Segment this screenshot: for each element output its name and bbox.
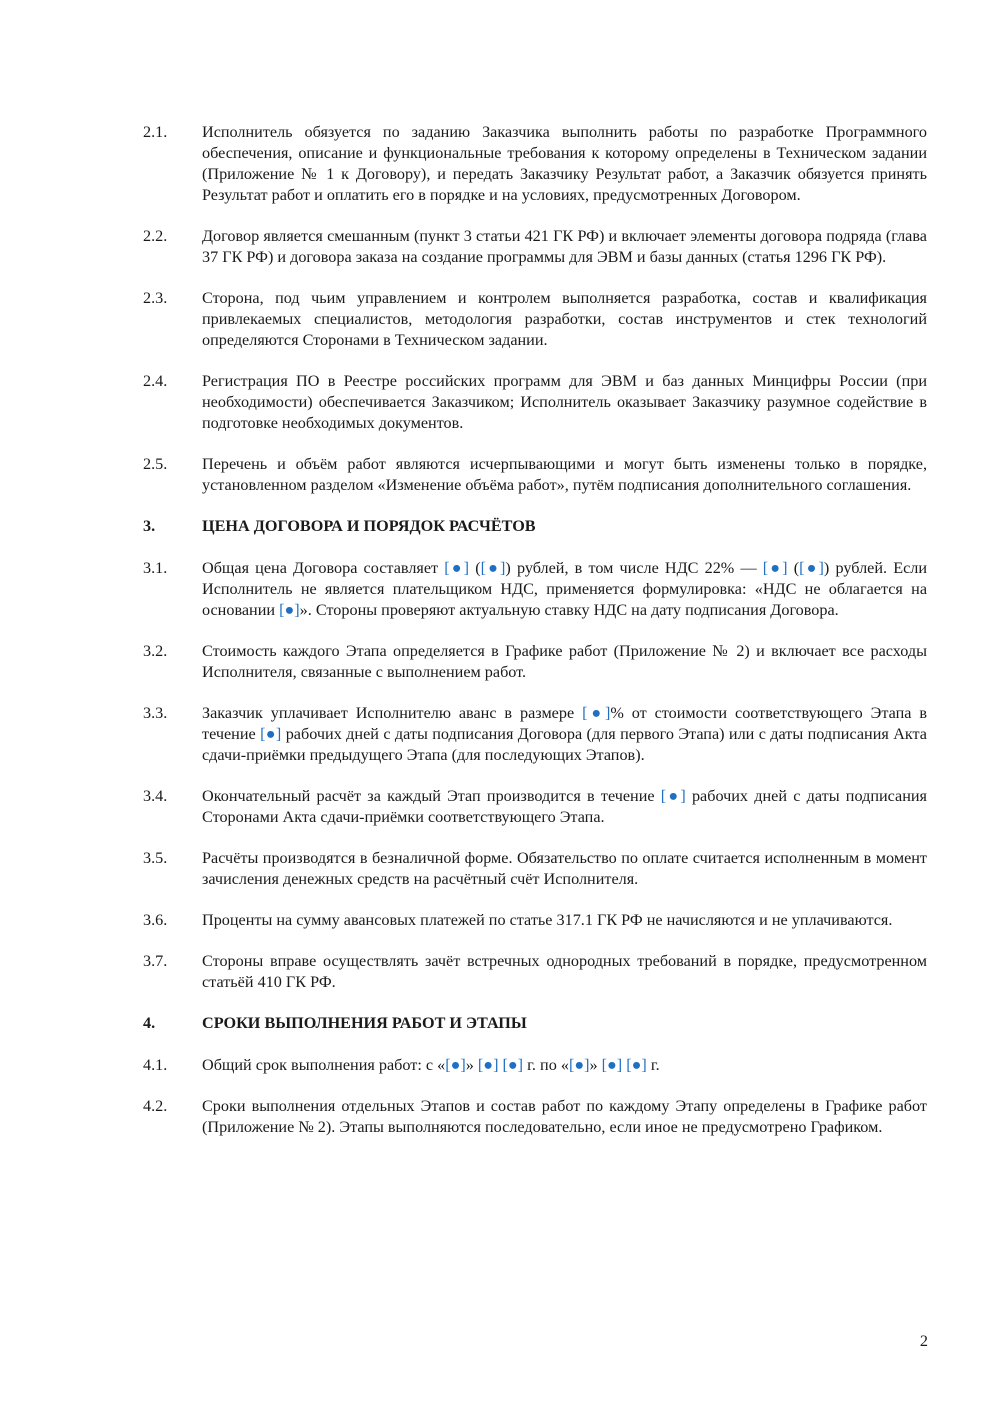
text-fragment: ( [469,559,481,577]
text-fragment: ) рублей, в том числе НДС 22% — [505,559,763,577]
clause-number: 2.4. [143,372,168,390]
clause-2-1 [143,122,927,206]
clause-3-1 [143,558,927,621]
section-heading-4 [143,1013,927,1034]
clause-3-4 [143,786,927,828]
placeholder-field[interactable]: [●] [568,1056,590,1074]
clause-text [202,786,927,828]
section-number: 4. [143,1014,156,1032]
text-fragment: » [589,1056,602,1074]
clause-number: 2.3. [143,289,168,307]
clause-2-4 [143,371,927,434]
clause-number: 3.3. [143,704,168,722]
clause-number: 2.5. [143,455,168,473]
clause-number: 3.5. [143,849,168,867]
clause-text: Сторона, под чьим управлением и контролем выполняется разработка, состав и квалификация привлекаемых специалистов, методология разработки, состав инструментов и стек технологий определяются Сторонами в Техническом задании. [202,289,927,349]
clause-3-6 [143,910,927,931]
document-body [143,122,927,1158]
text-fragment: Окончательный расчёт за каждый Этап производится в течение [202,787,661,805]
clause-4-2 [143,1096,927,1138]
text-fragment: рабочих дней с даты подписания Договора (для первого Этапа) или с даты подписания Акта сдачи-приёмки предыдущего Этапа (для последующих Этапов). [202,725,927,764]
text-fragment: ». Стороны проверяют актуальную ставку НДС на дату подписания Договора. [299,601,839,619]
clause-number: 3.4. [143,787,168,805]
placeholder-field[interactable]: [●] [260,725,282,743]
clause-text: Сроки выполнения отдельных Этапов и состав работ по каждому Этапу определены в Графике работ (Приложение № 2). Этапы выполняются последовательно, если иное не предусмотрено Графиком. [202,1097,927,1136]
placeholder-field[interactable]: [●] [477,1056,499,1074]
clause-2-2 [143,226,927,268]
clause-number: 3.1. [143,559,168,577]
clause-3-2 [143,641,927,683]
clause-text [202,1055,927,1076]
clause-text: Расчёты производятся в безналичной форме. Обязательство по оплате считается исполненным в момент зачисления денежных средств на расчётный счёт Исполнителя. [202,849,927,888]
text-fragment: г. [646,1056,660,1074]
section-heading-3 [143,516,927,537]
clause-4-1 [143,1055,927,1076]
clause-number: 4.2. [143,1097,168,1115]
text-fragment: Общий срок выполнения работ: с « [202,1056,446,1074]
clause-text: Стоимость каждого Этапа определяется в Графике работ (Приложение № 2) и включает все расходы Исполнителя, связанные с выполнением работ. [202,642,927,681]
text-fragment: ) рублей. Если Исполнитель не является плательщиком НДС, применяется формулировка: «НДС не облагается на основании [202,559,928,619]
placeholder-field[interactable]: [●] [660,787,686,805]
placeholder-field[interactable]: [●] [444,559,470,577]
clause-text: Регистрация ПО в Реестре российских программ для ЭВМ и баз данных Минцифры России (при необходимости) обеспечивается Заказчиком; Исполнитель оказывает Заказчику разумное содействие в подготовке необходимых документов. [202,372,927,432]
placeholder-field[interactable]: [●] [601,1056,623,1074]
section-title: СРОКИ ВЫПОЛНЕНИЯ РАБОТ И ЭТАПЫ [202,1014,527,1032]
text-fragment: ( [787,559,800,577]
section-number: 3. [143,517,156,535]
text-fragment: % от стоимости соответствующего Этапа в течение [202,704,928,743]
page-number: 2 [919,1332,928,1350]
clause-3-5 [143,848,927,890]
clause-2-3 [143,288,927,351]
clause-number: 4.1. [143,1056,168,1074]
clause-text [202,703,927,766]
clause-number: 3.2. [143,642,168,660]
text-fragment: г. по « [523,1056,569,1074]
text-fragment: Заказчик уплачивает Исполнителю аванс в размере [202,704,583,722]
placeholder-field[interactable]: [●] [502,1056,524,1074]
clause-number: 3.7. [143,952,168,970]
placeholder-field[interactable]: [●] [762,559,788,577]
placeholder-field[interactable]: [●] [799,559,824,577]
placeholder-field[interactable]: [●] [480,559,506,577]
clause-text: Стороны вправе осуществлять зачёт встречных однородных требований в порядке, предусмотренном статьёй 410 ГК РФ. [202,952,927,991]
clause-number: 2.2. [143,227,168,245]
placeholder-field[interactable]: [●] [626,1056,647,1074]
text-fragment: рабочих дней с даты подписания Сторонами Акта сдачи-приёмки соответствующего Этапа. [202,787,927,826]
placeholder-field[interactable]: [●] [582,704,611,722]
clause-text [202,558,927,621]
section-title: ЦЕНА ДОГОВОРА И ПОРЯДОК РАСЧЁТОВ [202,517,536,535]
clause-text: Договор является смешанным (пункт 3 статьи 421 ГК РФ) и включает элементы договора подряда (глава 37 ГК РФ) и договора заказа на создание программы для ЭВМ и базы данных (статья 1296 ГК РФ). [202,227,927,266]
text-fragment: » [465,1056,478,1074]
clause-number: 2.1. [143,123,168,141]
clause-3-3 [143,703,927,766]
clause-number: 3.6. [143,911,168,929]
text-fragment: Общая цена Договора составляет [202,559,445,577]
clause-text: Проценты на сумму авансовых платежей по статье 317.1 ГК РФ не начисляются и не уплачиваются. [202,911,893,929]
clause-text: Перечень и объём работ являются исчерпывающими и могут быть изменены только в порядке, установленном разделом «Изменение объёма работ», путём подписания дополнительного соглашения. [202,455,927,494]
clause-text: Исполнитель обязуется по заданию Заказчика выполнить работы по разработке Программного обеспечения, описание и функциональные требования к которому определены в Техническом задании (Приложение № 1 к Договору), и передать Заказчику Результат работ, а Заказчик обязуется принять Результат работ и оплатить его в порядке и на условиях, предусмотренных Договором. [202,123,927,204]
placeholder-field[interactable]: [●] [445,1056,466,1074]
placeholder-field[interactable]: [●] [279,601,300,619]
clause-2-5 [143,454,927,496]
clause-3-7 [143,951,927,993]
